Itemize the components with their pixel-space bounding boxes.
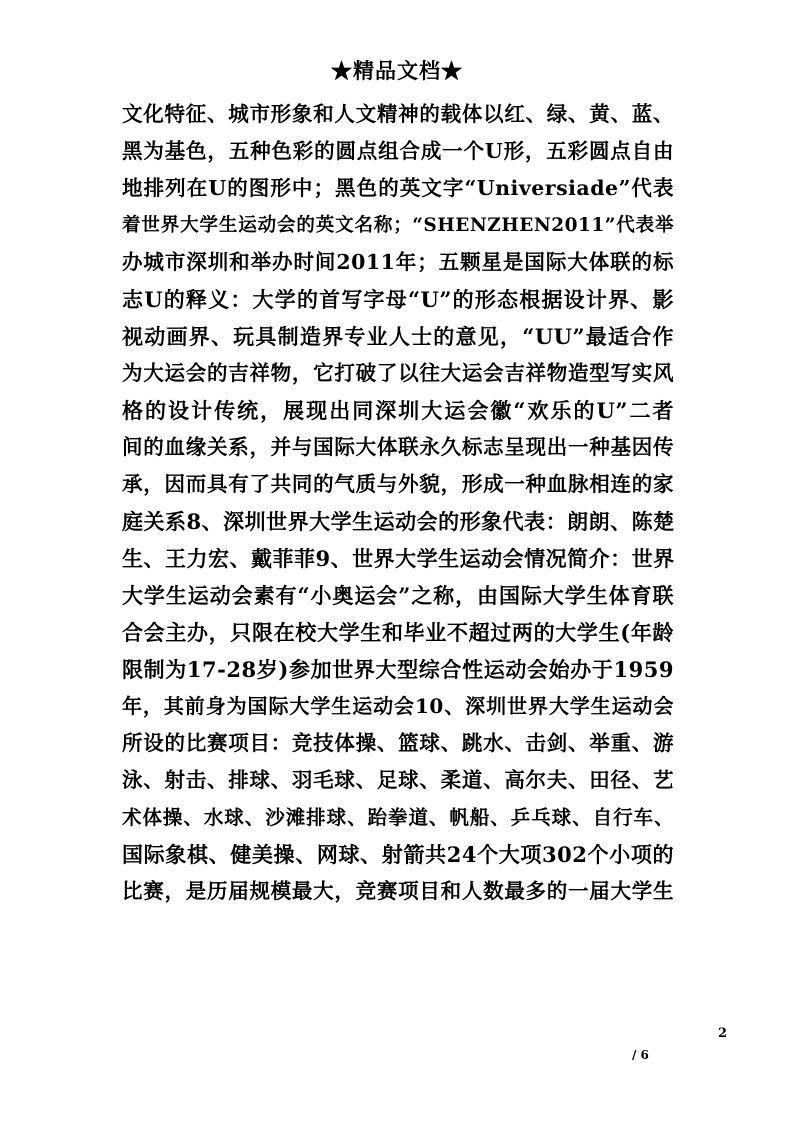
- text-line: 间的血缘关系，并与国际大体联永久标志呈现出一种基因传: [122, 435, 674, 459]
- text-line: 限制为17-28岁)参加世界大型综合性运动会始办于1959: [122, 657, 674, 682]
- text-line: 大学生运动会素有“小奥运会”之称，由国际大学生体育联: [122, 583, 674, 608]
- text-line: 视动画界、玩具制造界专业人士的意见，“UU”最适合作: [122, 324, 674, 349]
- text-line: 生、王力宏、戴菲菲9、世界大学生运动会情况简介：世界: [122, 546, 675, 571]
- text-line: 承，因而具有了共同的气质与外貌，形成一种血脉相连的家: [122, 472, 674, 496]
- text-line: 志U的释义：大学的首写字母“U”的形态根据设计界、影: [122, 287, 674, 312]
- page-total: / 6: [632, 1048, 649, 1062]
- page-header: ★精品文档★: [331, 58, 463, 83]
- text-line: 年，其前身为国际大学生运动会10、深圳世界大学生运动会: [122, 694, 674, 718]
- page-number: 2: [718, 1026, 728, 1041]
- text-line: 着世界大学生运动会的英文名称；“SHENZHEN2011”代表举: [122, 215, 674, 236]
- text-line: 术体操、水球、沙滩排球、跆拳道、帆船、乒乓球、自行车、: [122, 806, 674, 829]
- text-line: 格的设计传统，展现出同深圳大运会徽“欢乐的U”二者: [122, 398, 674, 423]
- text-line: 比赛，是历届规模最大，竞赛项目和人数最多的一届大学生: [122, 879, 674, 903]
- text-line: 办城市深圳和举办时间2011年；五颗星是国际大体联的标: [122, 250, 674, 274]
- body-text: [122, 96, 674, 910]
- text-line: 庭关系8、深圳世界大学生运动会的形象代表：朗朗、陈楚: [122, 509, 675, 534]
- text-line: 所设的比赛项目：竞技体操、篮球、跳水、击剑、举重、游: [122, 731, 674, 755]
- text-line: 文化特征、城市形象和人文精神的载体以红、绿、黄、蓝、: [122, 102, 674, 126]
- text-line: 为大运会的吉祥物，它打破了以往大运会吉祥物造型写实风: [122, 361, 674, 385]
- text-line: 地排列在U的图形中；黑色的英文字“Universiade”代表: [122, 176, 674, 200]
- text-line: 黑为基色，五种色彩的圆点组合成一个U形，五彩圆点自由: [122, 139, 674, 163]
- text-line: 合会主办，只限在校大学生和毕业不超过两的大学生(年龄: [122, 620, 674, 645]
- text-line: 泳、射击、排球、羽毛球、足球、柔道、高尔夫、田径、艺: [122, 768, 674, 792]
- text-line: 国际象棋、健美操、网球、射箭共24个大项302个小项的: [122, 842, 674, 867]
